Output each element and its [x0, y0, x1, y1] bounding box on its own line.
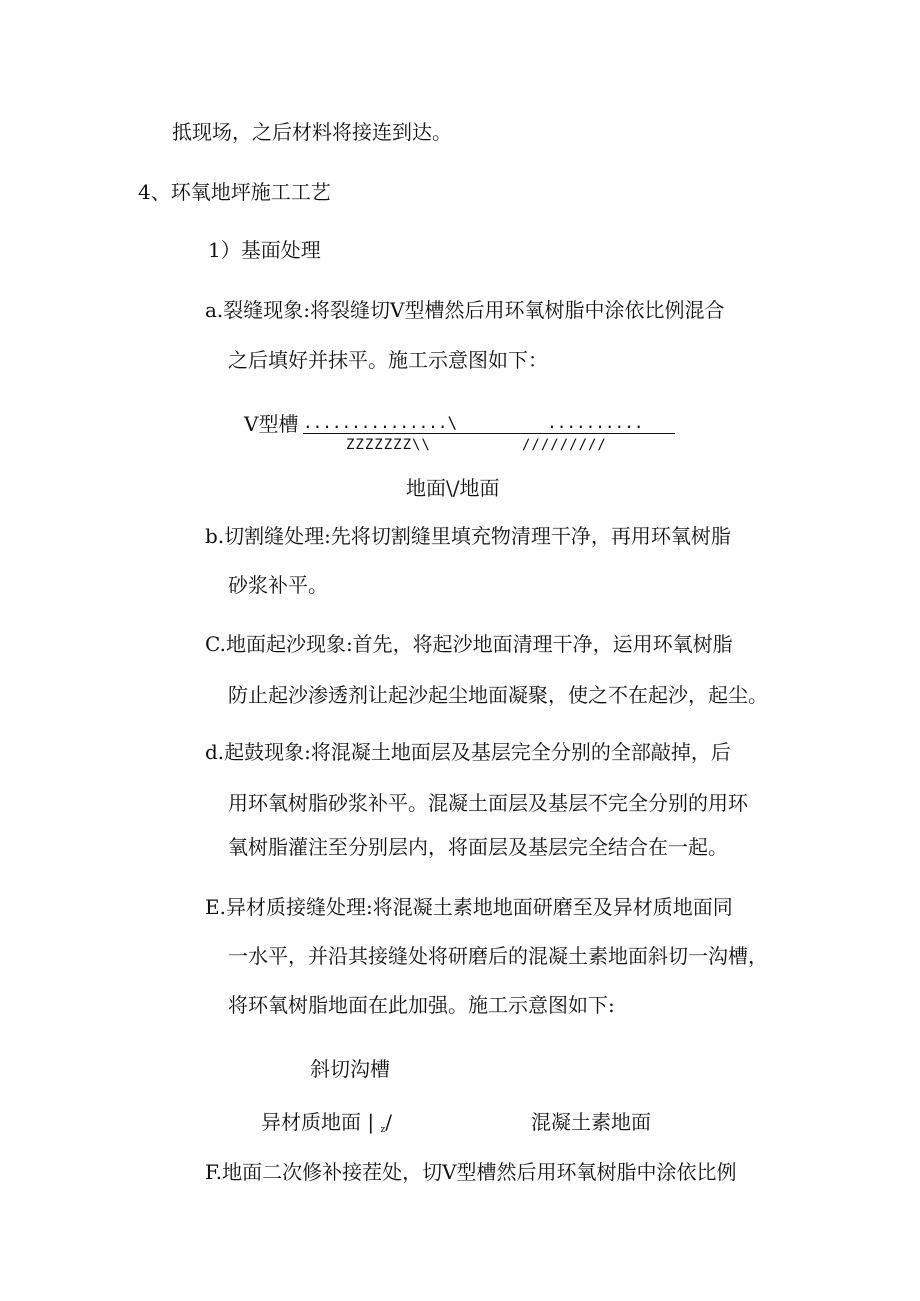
text-line-e1: E.异材质接缝处理:将混凝土素地地面研磨至及异材质地面同: [205, 895, 733, 919]
v-groove-caption: 地面\/地面: [406, 476, 500, 500]
text-line-c1: C.地面起沙现象:首先，将起沙地面清理干净，运用环氧树脂: [205, 632, 733, 656]
text-line-f1: F.地面二次修补接茬处，切V型槽然后用环氧树脂中涂依比例: [205, 1160, 737, 1184]
bevel-groove-right-label: 混凝土素地面: [531, 1110, 651, 1134]
v-groove-bottom-right: /////////: [522, 437, 607, 453]
bevel-groove-left-sub: z: [380, 1125, 386, 1135]
text-line-d3: 氧树脂灌注至分别层内，将面层及基层完全结合在一起。: [228, 835, 728, 859]
bevel-groove-left-label: [261, 1110, 392, 1142]
bevel-groove-title: 斜切沟槽: [310, 1057, 390, 1081]
text-line-b2: 砂浆补平。: [228, 573, 328, 597]
text-line-b1: b.切割缝处理:先将切割缝里填充物清理干净，再用环氧树脂: [205, 524, 731, 548]
v-groove-bottom-left: ZZZZZZZ\\: [346, 437, 431, 453]
v-groove-top-right: ..........: [547, 413, 644, 432]
text-line-a2: 之后填好并抹平。施工示意图如下：: [228, 348, 548, 372]
v-groove-top-left: ...............\: [303, 413, 458, 432]
section-heading: 4、环氧地坪施工工艺: [138, 180, 331, 204]
text-line-e2: 一水平，并沿其接缝处将研磨后的混凝土素地面斜切一沟槽，: [228, 944, 768, 968]
v-groove-label: V型槽: [244, 412, 299, 436]
text-line-e3: 将环氧树脂地面在此加强。施工示意图如下:: [228, 993, 615, 1017]
text-line-d2: 用环氧树脂砂浆补平。混凝土面层及基层不完全分别的用环: [228, 791, 748, 815]
text-line-c2: 防止起沙渗透剂让起沙起尘地面凝聚，使之不在起沙，起尘。: [228, 683, 768, 707]
v-groove-surface-line: [303, 413, 675, 434]
subsection-heading: 1）基面处理: [208, 238, 321, 262]
text-line-a1: a.裂缝现象:将裂缝切V型槽然后用环氧树脂中涂依比例混合: [205, 298, 725, 322]
text-line-d1: d.起鼓现象:将混凝土地面层及基层完全分别的全部敲掉，后: [205, 740, 731, 764]
text-line-1: 抵现场，之后材料将接连到达。: [172, 120, 452, 144]
bevel-groove-left-slash: /: [385, 1110, 392, 1134]
bevel-groove-left-text: 异材质地面 |: [261, 1110, 381, 1134]
